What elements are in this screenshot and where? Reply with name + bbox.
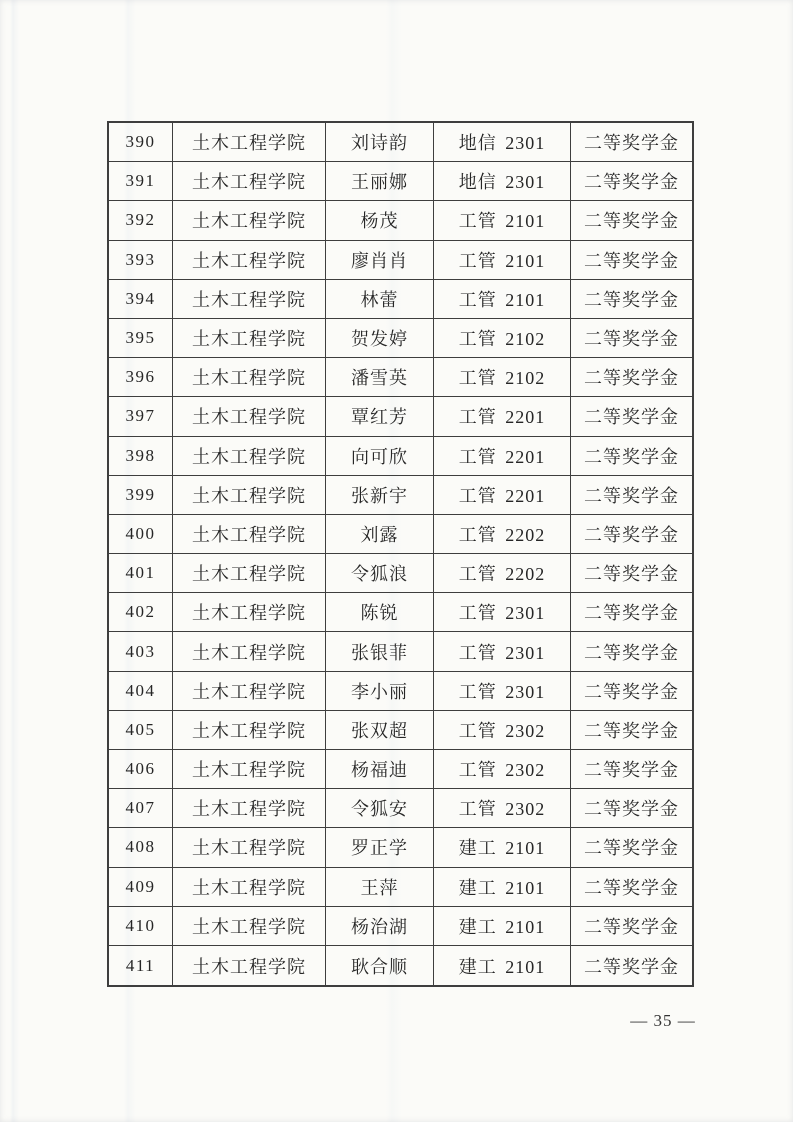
table-row (109, 319, 692, 358)
cell-student-name: 刘露 (326, 515, 434, 553)
cell-class: 工管 2101 (434, 280, 571, 318)
table-row (109, 946, 692, 985)
cell-row-number: 406 (109, 750, 173, 788)
cell-row-number: 395 (109, 319, 173, 357)
cell-student-name: 令狐安 (326, 789, 434, 827)
table-row (109, 280, 692, 319)
cell-award-level: 二等奖学金 (584, 250, 679, 271)
cell-row-number: 404 (109, 672, 173, 710)
cell-class: 工管 2302 (434, 789, 571, 827)
cell-college: 土木工程学院 (173, 241, 326, 279)
table-row (109, 201, 692, 240)
cell-award-level: 二等奖学金 (584, 916, 679, 937)
cell-award-level: 二等奖学金 (584, 838, 679, 859)
table-row (109, 868, 692, 907)
cell-award-level: 二等奖学金 (584, 642, 679, 663)
cell-college: 土木工程学院 (173, 123, 326, 161)
cell-college: 土木工程学院 (173, 554, 326, 592)
cell-class: 工管 2202 (434, 554, 571, 592)
cell-college: 土木工程学院 (173, 476, 326, 514)
cell-award-level: 二等奖学金 (584, 368, 679, 389)
table-row (109, 437, 692, 476)
scholarship-table (107, 121, 694, 987)
cell-row-number: 407 (109, 789, 173, 827)
cell-class: 工管 2101 (434, 241, 571, 279)
cell-college: 土木工程学院 (173, 437, 326, 475)
cell-college: 土木工程学院 (173, 358, 326, 396)
cell-award-level: 二等奖学金 (584, 877, 679, 898)
cell-row-number: 401 (109, 554, 173, 592)
cell-row-number: 396 (109, 358, 173, 396)
cell-row-number: 390 (109, 123, 173, 161)
cell-row-number: 405 (109, 711, 173, 749)
cell-award-level: 二等奖学金 (584, 133, 679, 154)
table-row (109, 397, 692, 436)
cell-college: 土木工程学院 (173, 515, 326, 553)
table-row (109, 828, 692, 867)
cell-student-name: 潘雪英 (326, 358, 434, 396)
table-row (109, 162, 692, 201)
cell-student-name: 李小丽 (326, 672, 434, 710)
cell-class: 建工 2101 (434, 868, 571, 906)
cell-class: 建工 2101 (434, 828, 571, 866)
table-row (109, 632, 692, 671)
cell-class: 工管 2301 (434, 593, 571, 631)
cell-award-level: 二等奖学金 (584, 329, 679, 350)
cell-row-number: 402 (109, 593, 173, 631)
cell-college: 土木工程学院 (173, 162, 326, 200)
cell-student-name: 林蕾 (326, 280, 434, 318)
table-row (109, 241, 692, 280)
cell-award-level: 二等奖学金 (584, 956, 679, 977)
table-row (109, 672, 692, 711)
cell-student-name: 张双超 (326, 711, 434, 749)
cell-award-level: 二等奖学金 (584, 524, 679, 545)
cell-college: 土木工程学院 (173, 201, 326, 239)
cell-student-name: 张银菲 (326, 632, 434, 670)
cell-award-level: 二等奖学金 (584, 603, 679, 624)
cell-award-level: 二等奖学金 (584, 681, 679, 702)
cell-college: 土木工程学院 (173, 868, 326, 906)
cell-college: 土木工程学院 (173, 672, 326, 710)
cell-college: 土木工程学院 (173, 632, 326, 670)
cell-row-number: 393 (109, 241, 173, 279)
cell-class: 工管 2301 (434, 672, 571, 710)
table-row (109, 907, 692, 946)
table-row (109, 593, 692, 632)
cell-college: 土木工程学院 (173, 593, 326, 631)
table-row (109, 476, 692, 515)
cell-class: 工管 2302 (434, 711, 571, 749)
cell-class: 工管 2302 (434, 750, 571, 788)
cell-student-name: 王萍 (326, 868, 434, 906)
cell-row-number: 399 (109, 476, 173, 514)
cell-student-name: 向可欣 (326, 437, 434, 475)
cell-student-name: 覃红芳 (326, 397, 434, 435)
cell-award-level: 二等奖学金 (584, 172, 679, 193)
cell-class: 工管 2102 (434, 319, 571, 357)
cell-class: 工管 2202 (434, 515, 571, 553)
cell-student-name: 杨福迪 (326, 750, 434, 788)
table-row (109, 789, 692, 828)
cell-college: 土木工程学院 (173, 711, 326, 749)
cell-college: 土木工程学院 (173, 319, 326, 357)
cell-class: 建工 2101 (434, 946, 571, 985)
cell-student-name: 耿合顺 (326, 946, 434, 985)
cell-class: 工管 2102 (434, 358, 571, 396)
cell-class: 建工 2101 (434, 907, 571, 945)
cell-class: 工管 2301 (434, 632, 571, 670)
cell-award-level: 二等奖学金 (584, 289, 679, 310)
cell-award-level: 二等奖学金 (584, 211, 679, 232)
cell-row-number: 410 (109, 907, 173, 945)
cell-student-name: 贺发婷 (326, 319, 434, 357)
cell-award-level: 二等奖学金 (584, 720, 679, 741)
cell-college: 土木工程学院 (173, 789, 326, 827)
cell-college: 土木工程学院 (173, 828, 326, 866)
cell-class: 工管 2201 (434, 437, 571, 475)
cell-student-name: 杨治湖 (326, 907, 434, 945)
cell-college: 土木工程学院 (173, 750, 326, 788)
cell-award-level: 二等奖学金 (584, 446, 679, 467)
cell-student-name: 陈锐 (326, 593, 434, 631)
cell-class: 工管 2201 (434, 397, 571, 435)
cell-row-number: 409 (109, 868, 173, 906)
cell-class: 工管 2201 (434, 476, 571, 514)
cell-award-level: 二等奖学金 (584, 564, 679, 585)
cell-row-number: 398 (109, 437, 173, 475)
cell-row-number: 392 (109, 201, 173, 239)
cell-student-name: 杨茂 (326, 201, 434, 239)
page-number: — 35 — (630, 1011, 696, 1030)
cell-college: 土木工程学院 (173, 397, 326, 435)
cell-row-number: 394 (109, 280, 173, 318)
cell-class: 工管 2101 (434, 201, 571, 239)
table-row (109, 358, 692, 397)
cell-row-number: 403 (109, 632, 173, 670)
cell-student-name: 罗正学 (326, 828, 434, 866)
cell-college: 土木工程学院 (173, 280, 326, 318)
cell-student-name: 刘诗韵 (326, 123, 434, 161)
cell-student-name: 令狐浪 (326, 554, 434, 592)
cell-class: 地信 2301 (434, 162, 571, 200)
cell-award-level: 二等奖学金 (584, 485, 679, 506)
table-row (109, 123, 692, 162)
cell-award-level: 二等奖学金 (584, 799, 679, 820)
table-row (109, 750, 692, 789)
table-row (109, 711, 692, 750)
cell-student-name: 张新宇 (326, 476, 434, 514)
table-row (109, 554, 692, 593)
cell-row-number: 408 (109, 828, 173, 866)
table-row (109, 515, 692, 554)
cell-row-number: 411 (109, 946, 173, 985)
cell-student-name: 王丽娜 (326, 162, 434, 200)
cell-row-number: 397 (109, 397, 173, 435)
cell-class: 地信 2301 (434, 123, 571, 161)
cell-college: 土木工程学院 (173, 907, 326, 945)
cell-row-number: 391 (109, 162, 173, 200)
cell-student-name: 廖肖肖 (326, 241, 434, 279)
cell-college: 土木工程学院 (173, 946, 326, 985)
cell-award-level: 二等奖学金 (584, 760, 679, 781)
cell-award-level: 二等奖学金 (584, 407, 679, 428)
cell-row-number: 400 (109, 515, 173, 553)
